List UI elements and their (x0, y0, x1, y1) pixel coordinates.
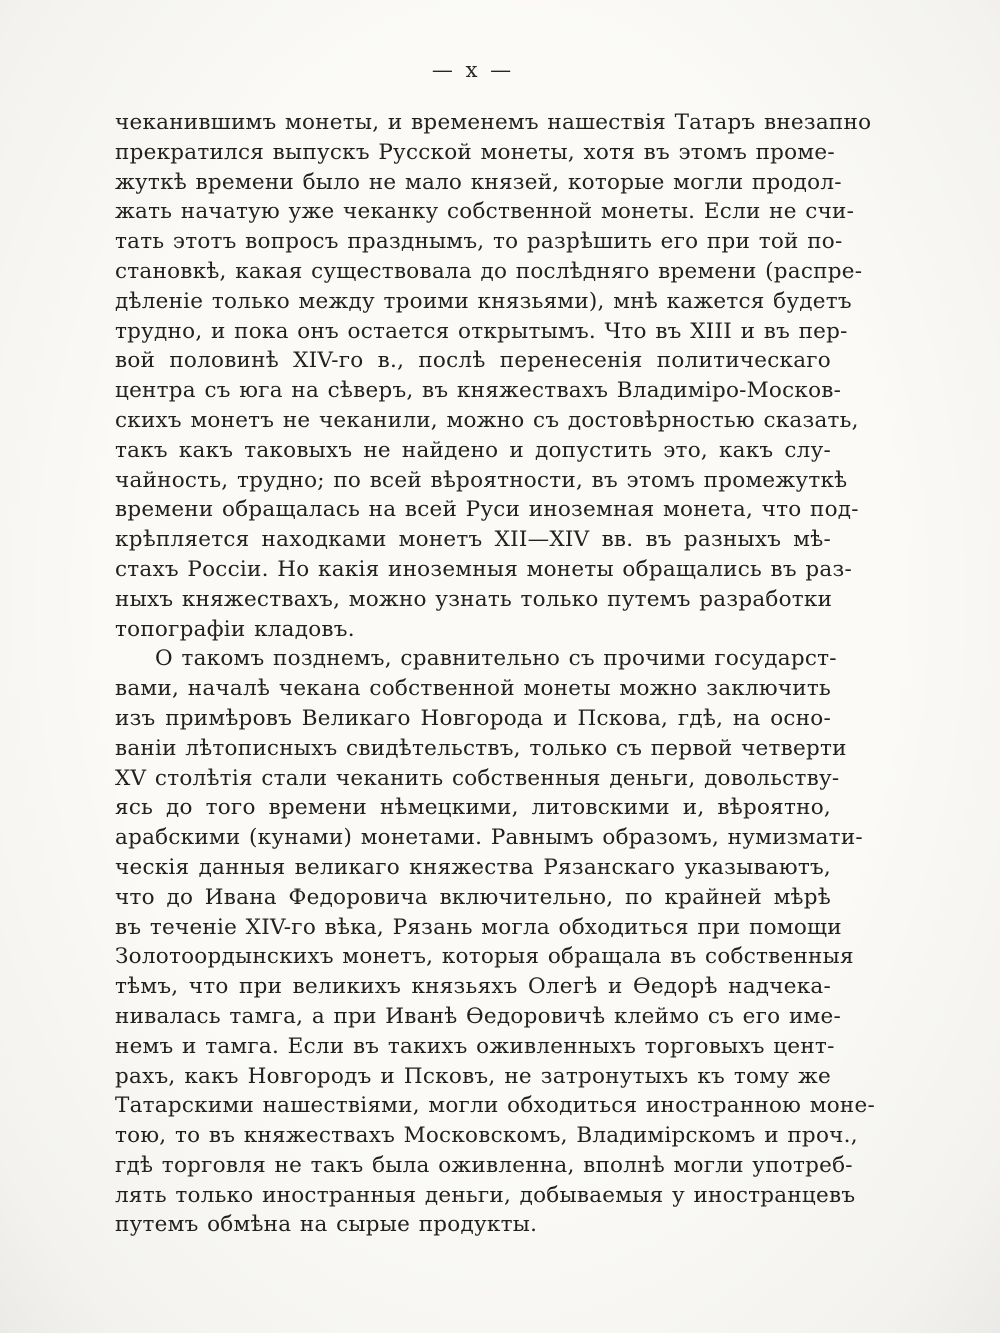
text-line: тать этотъ вопросъ празднымъ, то разрѣшить его при той по- (115, 229, 843, 255)
text-line: XV столѣтія стали чеканить собственныя деньги, довольству- (115, 765, 840, 791)
text-line: что до Ивана Федоровича включительно, по крайней мѣрѣ (115, 884, 831, 910)
text-line: ваніи лѣтописныхъ свидѣтельствъ, только съ первой четверти (115, 735, 847, 761)
text-line: немъ и тамга. Если въ такихъ оживленныхъ торговыхъ цент- (115, 1033, 835, 1059)
text-line: времени обращалась на всей Руси иноземная монета, что под- (115, 497, 859, 523)
text-line: центра съ юга на сѣверъ, въ княжествахъ Владиміро-Москов- (115, 378, 842, 404)
text-line: такъ какъ таковыхъ не найдено и допустить это, какъ слу- (115, 437, 831, 463)
text-line: лять только иностранныя деньги, добываемыя у иностранцевъ (115, 1182, 856, 1208)
text-area (115, 108, 875, 1240)
text-line: гдѣ торговля не такъ была оживленна, вполнѣ могли употреб- (115, 1152, 853, 1178)
text-line: Татарскими нашествіями, могли обходиться иностранною моне- (115, 1093, 875, 1119)
text-line: О такомъ позднемъ, сравнительно съ прочими государст- (155, 646, 837, 672)
text-line: чеканившимъ монеты, и временемъ нашествія Татаръ внезапно (115, 110, 872, 135)
text-line: изъ примѣровъ Великаго Новгорода и Пскова, гдѣ, на осно- (115, 705, 831, 731)
text-line: чайность, трудно; по всей вѣроятности, въ этомъ промежуткѣ (115, 467, 848, 493)
text-line: путемъ обмѣна на сырые продукты. (115, 1212, 538, 1238)
text-line: прекратился выпускъ Русской монеты, хотя въ этомъ проме- (115, 139, 835, 165)
text-line: становкѣ, какая существовала до послѣдняго времени (распре- (115, 258, 863, 284)
text-line: нивалась тамга, а при Иванѣ Ѳедоровичѣ клеймо съ его име- (115, 1003, 841, 1029)
text-line: стахъ Россіи. Но какія иноземныя монеты обращались въ раз- (115, 556, 852, 582)
text-line: ясь до того времени нѣмецкими, литовскими и, вѣроятно, (115, 795, 831, 821)
text-line: ческія данныя великаго княжества Рязанскаго указываютъ, (115, 854, 831, 880)
text-line: трудно, и пока онъ остается открытымъ. Что въ XIII и въ пер- (115, 318, 848, 344)
text-line: рахъ, какъ Новгородъ и Псковъ, не затронутыхъ къ тому же (115, 1063, 831, 1089)
text-line: тѣмъ, что при великихъ князьяхъ Олегѣ и Ѳедорѣ надчека- (115, 974, 831, 1000)
text-line: жать начатую уже чеканку собственной монеты. Если не счи- (115, 199, 855, 225)
text-line: ныхъ княжествахъ, можно узнать только путемъ разработки (115, 586, 833, 612)
paragraph (115, 108, 872, 644)
paragraph (115, 644, 875, 1240)
text-line: тою, то въ княжествахъ Московскомъ, Владимірскомъ и проч., (115, 1123, 858, 1149)
text-line: арабскими (кунами) монетами. Равнымъ образомъ, нумизмати- (115, 825, 863, 851)
text-line: топографіи кладовъ. (115, 616, 355, 642)
text-line: вами, началѣ чекана собственной монеты можно заключить (115, 676, 831, 702)
text-line: Золотоордынскихъ монетъ, которыя обращала въ собственныя (115, 944, 854, 970)
text-line: скихъ монетъ не чеканили, можно съ достовѣрностью сказать, (115, 407, 859, 433)
text-line: дѣленіе только между троими князьями), мнѣ кажется будетъ (115, 288, 852, 314)
text-line: вой половинѣ XIV-го в., послѣ перенесенія политическаго (115, 348, 831, 374)
page-number: — x — (431, 58, 515, 82)
text-line: въ теченіе XIV-го вѣка, Рязань могла обходиться при помощи (115, 914, 842, 940)
text-line: жуткѣ времени было не мало князей, которые могли продол- (115, 169, 842, 195)
text-line: крѣпляется находками монетъ XII—XIV вв. въ разныхъ мѣ- (115, 527, 831, 553)
